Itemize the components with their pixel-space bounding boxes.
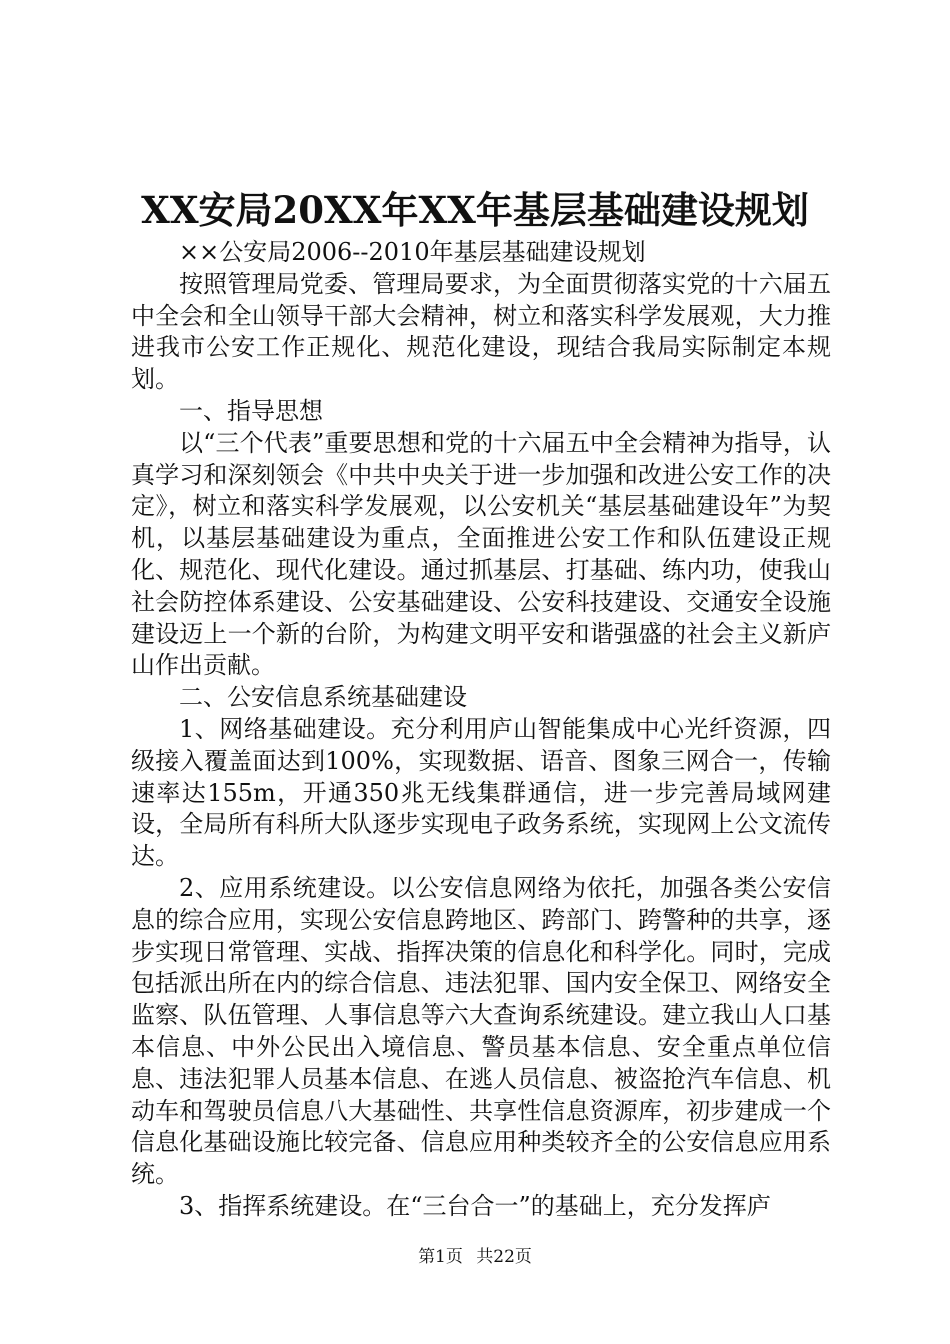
document-body xyxy=(131,237,831,1223)
section-heading-info-system: 二、公安信息系统基础建设 xyxy=(179,683,467,712)
page-footer xyxy=(0,1246,950,1268)
page-total: 共22页 xyxy=(476,1247,532,1267)
page-number: 第1页 xyxy=(418,1247,463,1267)
paragraph-intro: 按照管理局党委、管理局要求，为全面贯彻落实党的十六届五中全会和全山领导干部大会精神，树立和落实科学发展观，大力推进我市公安工作正规化、规范化建设，现结合我局实际制定本规划。 xyxy=(131,269,831,394)
paragraph-subtitle: ××公安局2006--2010年基层基础建设规划 xyxy=(179,238,646,266)
paragraph-guiding-thought: 以“三个代表”重要思想和党的十六届五中全会精神为指导，认真学习和深刻领会《中共中央关于进一步加强和改进公安工作的决定》，树立和落实科学发展观，以公安机关“基层基础建设年”为契机，以基层基础建设为重点，全面推进公安工作和队伍建设正规化、规范化、现代化建设。通过抓基层、打基础、练内功，使我山社会防控体系建设、公安基础建设、公安科技建设、交通安全设施建设迈上一个新的台阶，为构建文明平安和谐强盛的社会主义新庐山作出贡献。 xyxy=(131,428,831,680)
paragraph-network-construction: 1、网络基础建设。充分利用庐山智能集成中心光纤资源，四级接入覆盖面达到100%，实现数据、语音、图象三网合一，传输速率达155m，开通350兆无线集群通信，进一步完善局域网建设，全局所有科所大队逐步实现电子政务系统，实现网上公文流传达。 xyxy=(131,714,831,871)
paragraph-application-system: 2、应用系统建设。以公安信息网络为依托，加强各类公安信息的综合应用，实现公安信息跨地区、跨部门、跨警种的共享，逐步实现日常管理、实战、指挥决策的信息化和科学化。同时，完成包括派出所在内的综合信息、违法犯罪、国内安全保卫、网络安全监察、队伍管理、人事信息等六大查询系统建设。建立我山人口基本信息、中外公民出入境信息、警员基本信息、安全重点单位信息、违法犯罪人员基本信息、在逃人员信息、被盗抢汽车信息、机动车和驾驶员信息八大基础性、共享性信息资源库，初步建成一个信息化基础设施比较完备、信息应用种类较齐全的公安信息应用系统。 xyxy=(131,873,831,1189)
document-title: XX安局20XX年XX年基层基础建设规划 xyxy=(141,188,809,232)
section-heading-guiding-thought: 一、指导思想 xyxy=(179,396,323,425)
paragraph-command-system: 3、指挥系统建设。在“三台合一”的基础上，充分发挥庐 xyxy=(179,1191,771,1220)
